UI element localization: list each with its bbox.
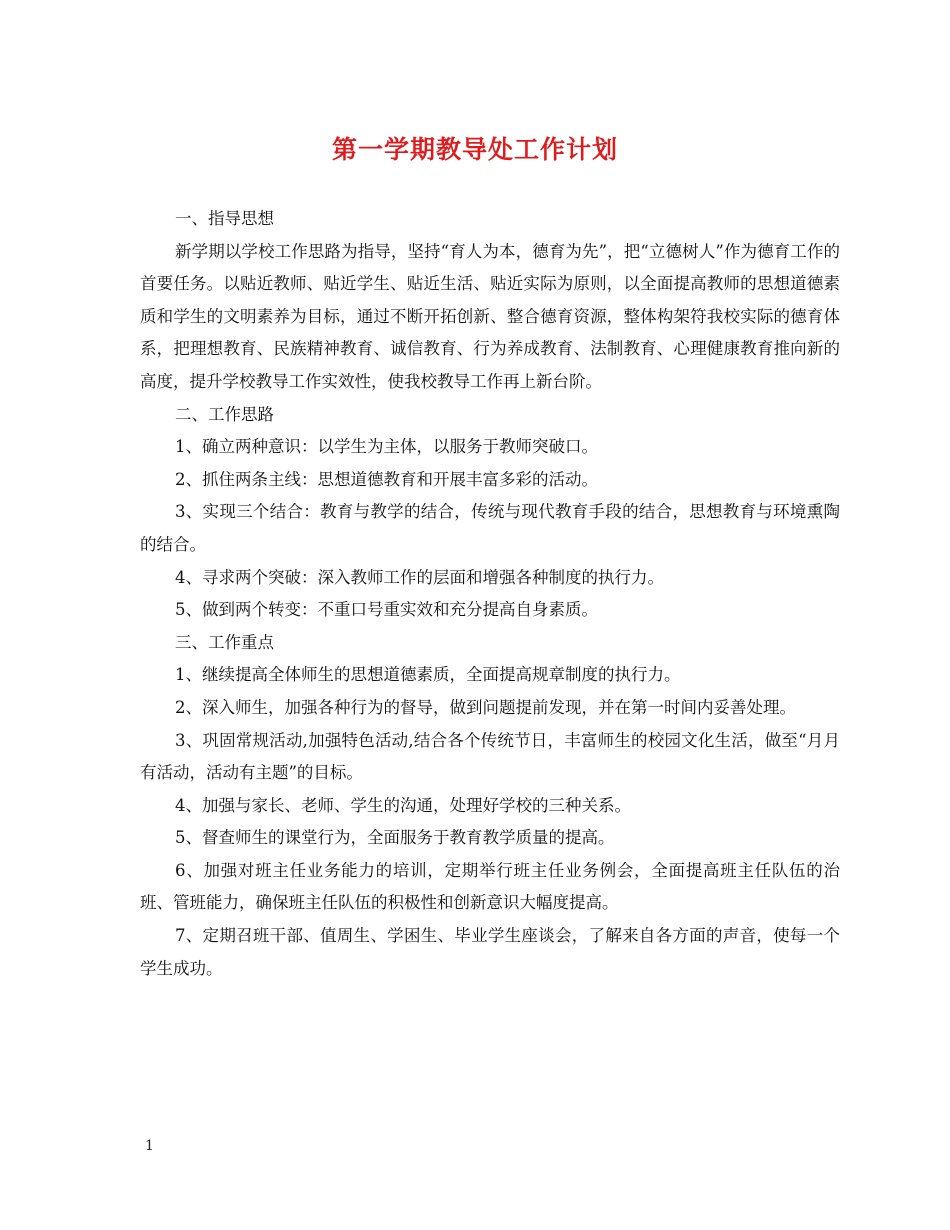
section-heading-guiding-thought: 一、指导思想 [175,209,274,228]
list-item-focus-1: 1、继续提高全体师生的思想道德素质，全面提高规章制度的执行力。 [175,665,681,685]
section-heading-work-approach: 二、工作思路 [175,404,274,424]
list-item-approach-4: 4、寻求两个突破：深入教师工作的层面和增强各种制度的执行力。 [175,567,664,587]
list-item-focus-5: 5、督查师生的课堂行为，全面服务于教育教学质量的提高。 [175,828,615,848]
list-item-focus-2: 2、深入师生，加强各种行为的督导，做到问题提前发现，并在第一时间内妥善处理。 [175,697,796,717]
list-item-approach-1: 1、确立两种意识：以学生为主体，以服务于教师突破口。 [175,437,598,457]
list-item-focus-3: 3、巩固常规活动,加强特色活动,结合各个传统节日，丰富师生的校园文化生活，做至“月月有活动，活动有主题”的目标。 [140,730,840,783]
section-heading-work-focus: 三、工作重点 [175,632,274,652]
list-item-approach-5: 5、做到两个转变：不重口号重实效和充分提高自身素质。 [175,600,598,620]
list-item-focus-7: 7、定期召班干部、值周生、学困生、毕业学生座谈会，了解来自各方面的声音，使每一个学生成功。 [140,926,840,978]
paragraph-guiding-thought: 新学期以学校工作思路为指导，坚持“育人为本，德育为先”，把“立德树人”作为德育工作的首要任务。以贴近教师、贴近学生、贴近生活、贴近实际为原则，以全面提高教师的思想道德素质和学生的文明素养为目标，通过不断开拓创新、整合德育资源，整体构架符我校实际的德育体系，把理想教育、民族精神教育、诚信教育、行为养成教育、法制教育、心理健康教育推向新的高度，提升学校教导工作实效性，使我校教导工作再上新台阶。 [140,241,840,391]
list-item-approach-3: 3、实现三个结合：教育与教学的结合，传统与现代教育手段的结合，思想教育与环境熏陶的结合。 [140,502,840,554]
list-item-approach-2: 2、抓住两条主线：思想道德教育和开展丰富多彩的活动。 [175,469,598,489]
page-number: 1 [145,1138,154,1154]
document-body [140,203,840,985]
list-item-focus-6: 6、加强对班主任业务能力的培训，定期举行班主任业务例会，全面提高班主任队伍的治班、管班能力，确保班主任队伍的积极性和创新意识大幅度提高。 [140,860,840,913]
list-item-focus-4: 4、加强与家长、老师、学生的沟通，处理好学校的三种关系。 [175,795,631,815]
document-title: 第一学期教导处工作计划 [331,135,618,164]
